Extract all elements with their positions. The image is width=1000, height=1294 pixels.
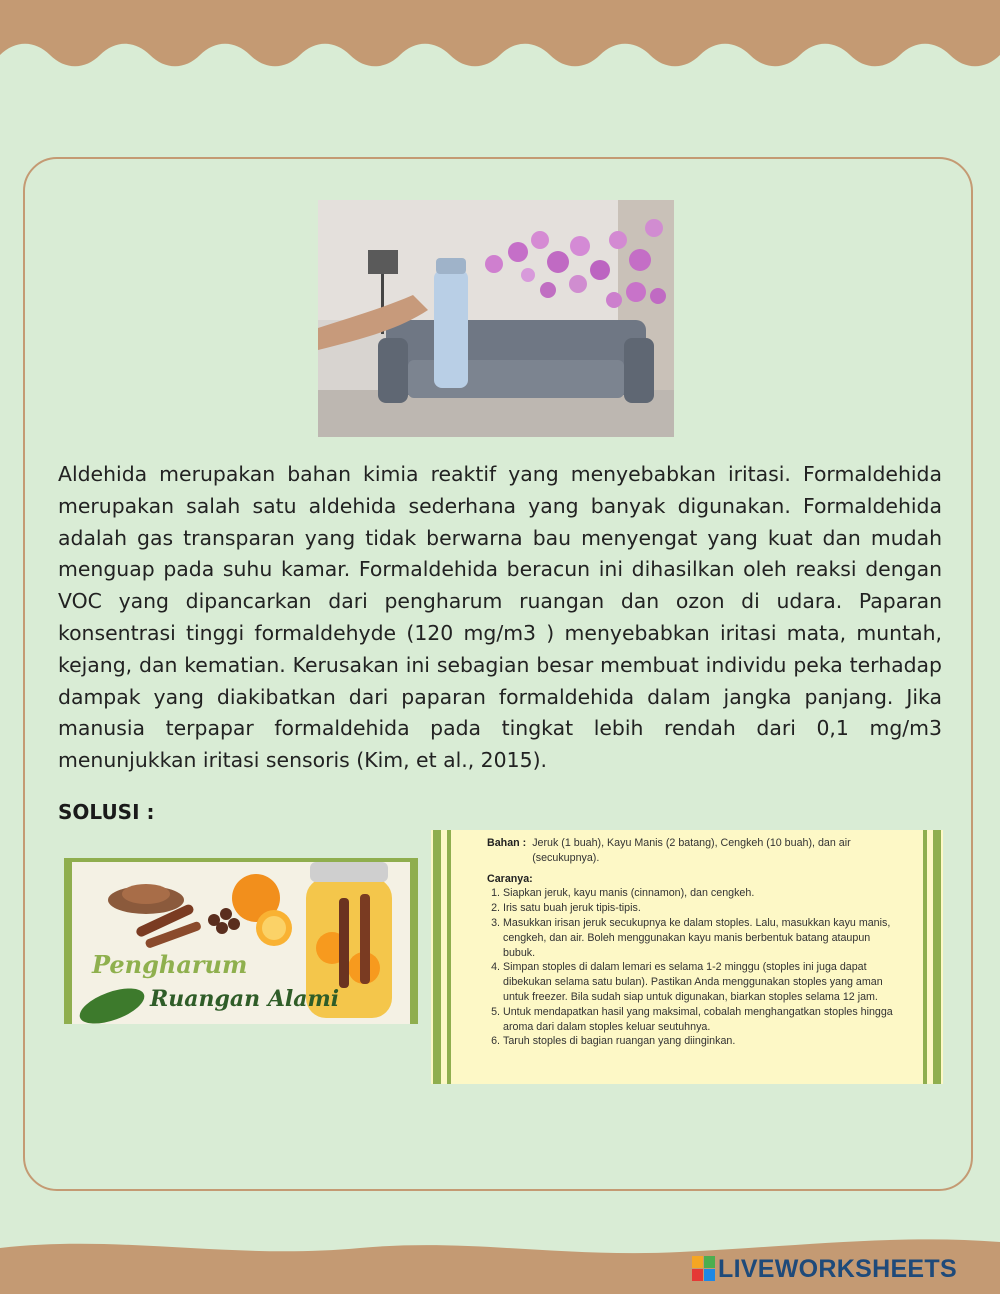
liveworksheets-wordmark: LIVEWORKSHEETS [718, 1254, 957, 1283]
recipe-border-right [933, 830, 941, 1084]
top-wave-decoration [0, 0, 1000, 70]
recipe-step: 2. Iris satu buah jeruk tipis-tipis. [503, 901, 897, 916]
formaldehyde-paragraph: Aldehida merupakan bahan kimia reaktif yang menyebabkan iritasi. Formaldehida merupakan salah satu aldehida sederhana yang banyak digunakan. Formaldehida adalah gas transparan yang tidak berwarna bau menyengat yang kuat dan mudah menguap pada suhu kamar. Formaldehida beracun ini dihasilkan oleh reaksi dengan VOC yang dipancarkan dari pengharum ruangan dan ozon di udara. Paparan konsentrasi tinggi formaldehyde (120 mg/m3 ) menyebabkan iritasi mata, muntah, kejang, dan kematian. Kerusakan ini sebagian besar membuat individu peka terhadap dampak yang diakibatkan dari paparan formaldehida dalam jangka panjang. Jika manusia terpapar formaldehida pada tingkat lebih rendah dari 0,1 mg/m3 menunjukkan iritasi sensoris (Kim, et al., 2015). [58, 462, 942, 773]
recipe-bahan-label: Bahan : [487, 837, 527, 849]
recipe-step: 5. Untuk mendapatkan hasil yang maksimal, cobalah menghangatkan stoples hingga aroma dari dalam stoples keluar seutuhnya. [503, 1005, 897, 1035]
recipe-border-left-thin [447, 830, 451, 1084]
recipe-step: 3. Masukkan irisan jeruk secukupnya ke dalam stoples. Lalu, masukkan kayu manis, cengkeh, dan air. Boleh menggunakan kayu manis berbentuk batang ataupun bubuk. [503, 916, 897, 960]
liveworksheets-badge-icon [692, 1256, 716, 1282]
liveworksheets-logo[interactable] [692, 1254, 957, 1284]
recipe-steps [487, 886, 897, 1049]
recipe-border-right-thin [923, 830, 927, 1084]
solusi-heading: SOLUSI : [58, 800, 155, 824]
banner-title-line1: Pengharum [92, 950, 248, 979]
recipe-card [431, 830, 943, 1084]
recipe-bahan-text: Jeruk (1 buah), Kayu Manis (2 batang), Cengkeh (10 buah), dan air (secukupnya). [532, 837, 851, 864]
recipe-step: 6. Taruh stoples di bagian ruangan yang diinginkan. [503, 1034, 897, 1049]
recipe-step: 1. Siapkan jeruk, kayu manis (cinnamon), dan cengkeh. [503, 886, 897, 901]
recipe-border-left [433, 830, 441, 1084]
banner-title-line2: Ruangan Alami [150, 986, 340, 1012]
natural-air-freshener-banner [64, 858, 418, 1024]
recipe-caranya-label: Caranya: [487, 872, 533, 885]
air-freshener-photo [318, 200, 674, 437]
recipe-step: 4. Simpan stoples di dalam lemari es selama 1-2 minggu (stoples ini juga dapat dibekukan selama satu bulan). Pastikan Anda menggunakan stoples yang aman untuk freezer. Bila sudah siap untuk digunakan, biarkan stoples selama 12 jam. [503, 960, 897, 1004]
